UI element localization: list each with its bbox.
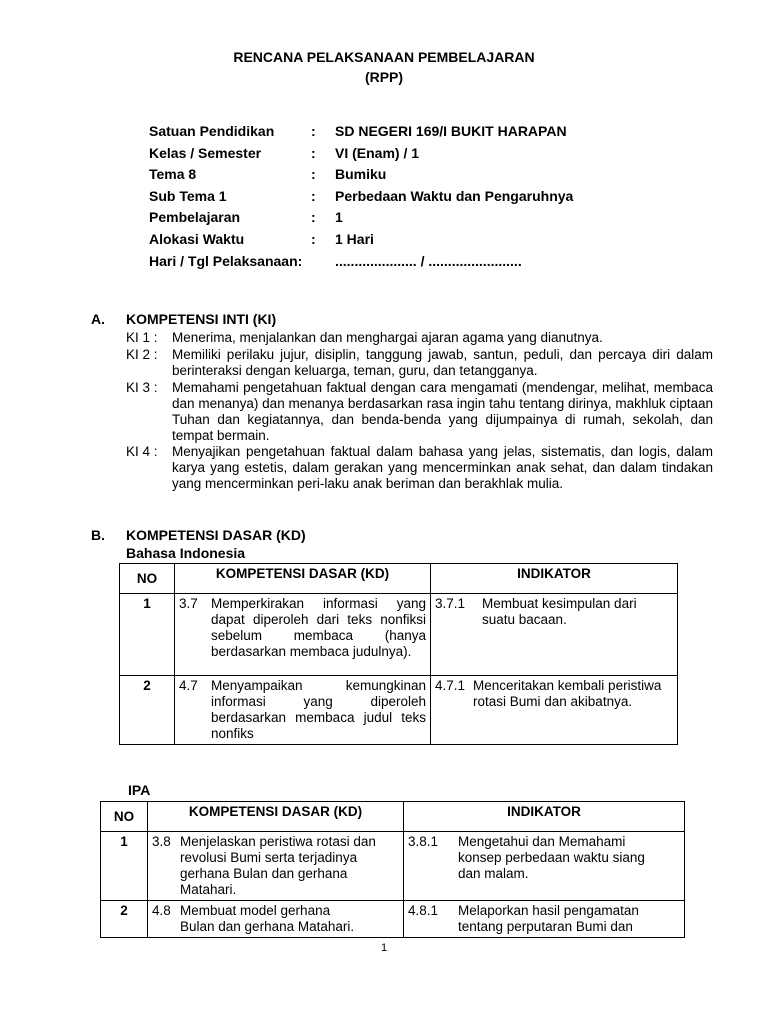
table-row — [120, 676, 678, 745]
ki-code: KI 1 : — [126, 330, 158, 345]
kd-item — [152, 834, 399, 898]
ki-code: KI 2 : — [126, 347, 158, 362]
indikator-cell — [404, 832, 685, 901]
table-row — [101, 901, 685, 938]
section-title: KOMPETENSI DASAR (KD) — [126, 527, 306, 543]
indikator-item — [435, 596, 673, 628]
kd-item — [152, 903, 399, 935]
identity-label: Tema 8 — [149, 166, 197, 182]
identity-label: Hari / Tgl Pelaksanaan: — [149, 253, 303, 269]
identity-value: ..................... / ........................ — [335, 253, 522, 269]
header-no: NO — [101, 802, 148, 832]
identity-value: Bumiku — [335, 166, 387, 182]
document-subtitle: (RPP) — [364, 69, 404, 85]
identity-colon: : — [311, 166, 316, 182]
ki-text: Memiliki perilaku jujur, disiplin, tanggung jawab, santun, peduli, dan percaya diri dalam berinteraksi dengan keluarga, teman, guru, dan tetangganya. — [172, 347, 713, 378]
identity-value: SD NEGERI 169/I BUKIT HARAPAN — [335, 123, 567, 139]
kd-number: 3.7 — [179, 596, 198, 611]
indikator-cell — [404, 901, 685, 938]
kd-number: 3.8 — [152, 834, 171, 849]
indikator-item — [408, 834, 680, 882]
row-no: 1 — [101, 832, 148, 901]
section-letter: B. — [91, 527, 105, 543]
indikator-number: 3.7.1 — [435, 596, 466, 611]
identity-label: Satuan Pendidikan — [149, 123, 275, 139]
identity-label: Alokasi Waktu — [149, 231, 245, 247]
indikator-item — [435, 678, 673, 710]
section-title: KOMPETENSI INTI (KI) — [126, 311, 277, 327]
header-no: NO — [120, 564, 175, 594]
document-title: RENCANA PELAKSANAAN PEMBELAJARAN — [233, 49, 535, 65]
header-kd: KOMPETENSI DASAR (KD) — [148, 802, 404, 832]
row-no: 1 — [120, 594, 175, 676]
identity-colon: : — [311, 145, 316, 161]
table-header-row — [120, 564, 678, 594]
identity-value: Perbedaan Waktu dan Pengaruhnya — [335, 188, 574, 204]
identity-colon: : — [311, 209, 316, 225]
row-no: 2 — [120, 676, 175, 745]
header-indikator: INDIKATOR — [404, 802, 685, 832]
kd-cell — [175, 676, 431, 745]
ki-code: KI 4 : — [126, 444, 158, 459]
ki-code: KI 3 : — [126, 380, 158, 395]
subject-bahasa-indonesia: Bahasa Indonesia — [126, 545, 246, 561]
ki-text: Menyajikan pengetahuan faktual dalam bahasa yang jelas, sistematis, dan logis, dalam karya yang estetis, dalam gerakan yang mencerminkan anak sehat, dan dalam tindakan yang mencerminkan peri-laku anak beriman dan berakhlak mulia. — [172, 444, 713, 491]
indikator-number: 3.8.1 — [408, 834, 439, 849]
identity-colon: : — [311, 188, 316, 204]
section-letter: A. — [91, 311, 105, 327]
identity-label: Pembelajaran — [149, 209, 241, 225]
kd-table-bahasa — [119, 563, 678, 745]
kd-cell — [148, 901, 404, 938]
kd-cell — [175, 594, 431, 676]
kd-table-ipa — [100, 801, 685, 938]
ki-text: Menerima, menjalankan dan menghargai ajaran agama yang dianutnya. — [172, 330, 603, 345]
indikator-number: 4.8.1 — [408, 903, 439, 918]
identity-label: Kelas / Semester — [149, 145, 262, 161]
identity-value: 1 Hari — [335, 231, 374, 247]
kd-number: 4.8 — [152, 903, 171, 918]
table-header-row — [101, 802, 685, 832]
kd-number: 4.7 — [179, 678, 198, 693]
identity-value: VI (Enam) / 1 — [335, 145, 420, 161]
kd-item — [179, 678, 426, 742]
identity-colon: : — [311, 231, 316, 247]
indikator-cell — [431, 594, 678, 676]
indikator-text: Menceritakan kembali peristiwa rotasi Bumi dan akibatnya. — [473, 678, 662, 709]
indikator-text: Mengetahui dan Memahami konsep perbedaan waktu siang dan malam. — [458, 834, 645, 881]
kd-text: Membuat model gerhana Bulan dan gerhana Matahari. — [180, 903, 355, 934]
header-indikator: INDIKATOR — [431, 564, 678, 594]
kd-item — [179, 596, 426, 660]
table-row — [101, 832, 685, 901]
indikator-item — [408, 903, 680, 935]
indikator-cell — [431, 676, 678, 745]
indikator-text: Melaporkan hasil pengamatan tentang perputaran Bumi dan — [458, 903, 639, 934]
identity-label: Sub Tema 1 — [149, 188, 227, 204]
indikator-number: 4.7.1 — [435, 678, 466, 693]
row-no: 2 — [101, 901, 148, 938]
page-number: 1 — [380, 942, 388, 954]
indikator-text: Membuat kesimpulan dari suatu bacaan. — [482, 596, 637, 627]
kd-text: Menyampaikan kemungkinan informasi yang diperoleh berdasarkan membaca judul teks nonfiks — [211, 678, 426, 741]
subject-ipa: IPA — [128, 782, 151, 798]
kd-cell — [148, 832, 404, 901]
kd-text: Memperkirakan informasi yang dapat diperoleh dari teks nonfiksi sebelum membaca (hanya berdasarkan membaca judulnya). — [211, 596, 426, 659]
ki-text: Memahami pengetahuan faktual dengan cara mengamati (mendengar, melihat, membaca dan menanya) dan menanya berdasarkan rasa ingin tahu tentang dirinya, makhluk ciptaan Tuhan dan kegiatannya, dan benda-benda yang dijumpainya di rumah, sekolah, dan tempat bermain. — [172, 380, 713, 443]
table-row — [120, 594, 678, 676]
identity-value: 1 — [335, 209, 343, 225]
identity-colon: : — [311, 123, 316, 139]
kd-text: Menjelaskan peristiwa rotasi dan revolusi Bumi serta terjadinya gerhana Bulan dan gerhana Matahari. — [180, 834, 376, 897]
header-kd: KOMPETENSI DASAR (KD) — [175, 564, 431, 594]
